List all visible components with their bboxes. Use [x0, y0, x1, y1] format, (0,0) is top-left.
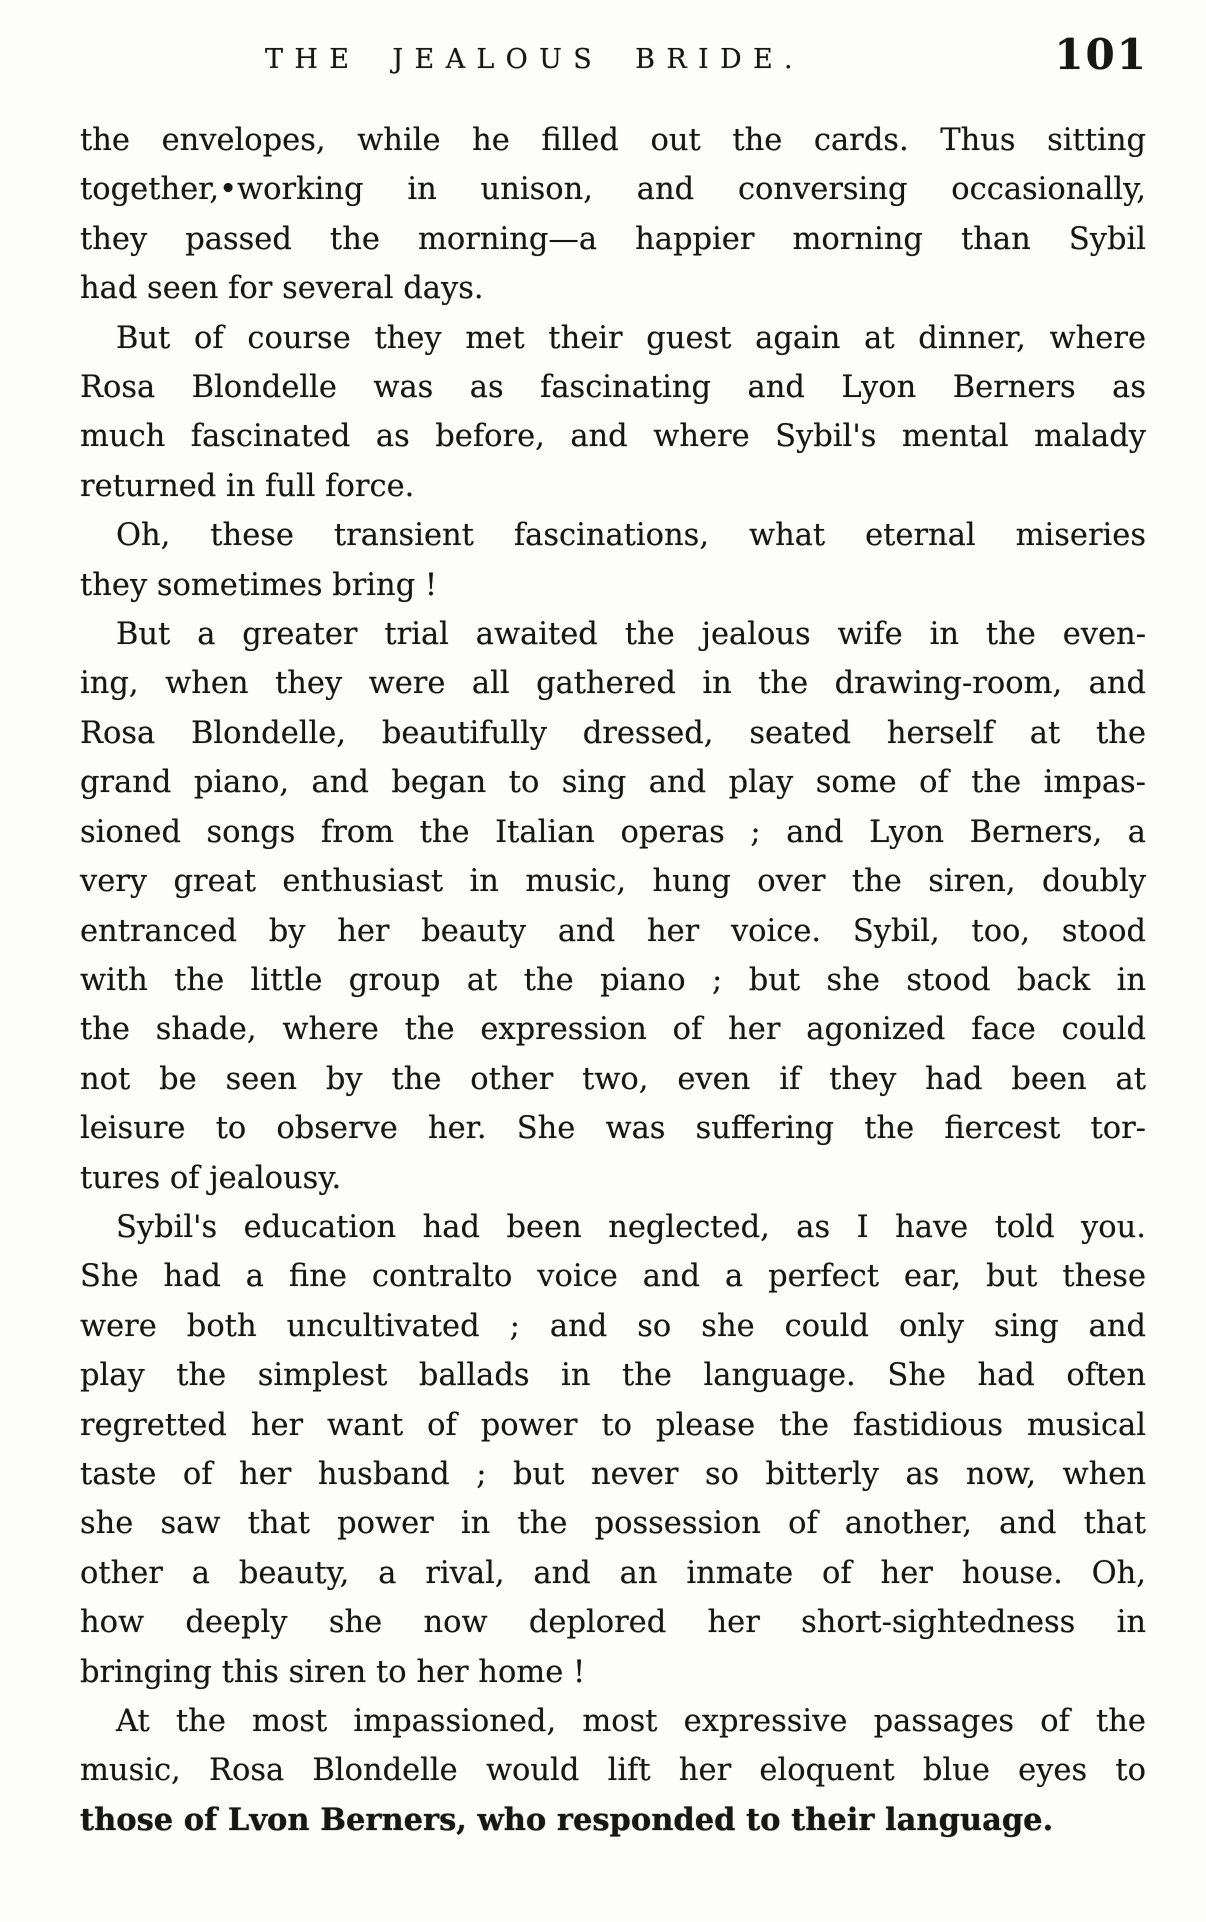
text-line: grand piano, and began to sing and play some of the impas- [80, 765, 1146, 801]
text-line: how deeply she now deplored her short-sightedness in [80, 1605, 1146, 1641]
text-line: music, Rosa Blondelle would lift her eloquent blue eyes to [80, 1753, 1146, 1789]
text-line: much fascinated as before, and where Sybil's mental malady [80, 419, 1146, 455]
text-line: she saw that power in the possession of another, and that [80, 1506, 1146, 1542]
text-line: leisure to observe her. She was suffering the fiercest tor- [80, 1111, 1146, 1147]
text-line: tures of jealousy. [80, 1160, 342, 1196]
text-line: But of course they met their guest again at dinner, where [116, 320, 1146, 356]
text-line: returned in full force. [80, 468, 415, 504]
text-line: the shade, where the expression of her agonized face could [80, 1012, 1146, 1048]
text-line: sioned songs from the Italian operas ; and Lyon Berners, a [80, 814, 1146, 850]
page-body [80, 116, 1146, 1845]
text-line: the envelopes, while he filled out the cards. Thus sitting [80, 123, 1146, 158]
text-line: were both uncultivated ; and so she could only sing and [80, 1308, 1146, 1344]
text-line: had seen for several days. [80, 271, 484, 307]
text-line: those of Lvon Berners, who responded to their language. [80, 1801, 1054, 1838]
text-line: She had a fine contralto voice and a perfect ear, but these [80, 1259, 1146, 1295]
text-line: Oh, these transient fascinations, what eternal miseries [116, 518, 1146, 554]
text-line: not be seen by the other two, even if they had been at [80, 1061, 1146, 1097]
text-line: together,•working in unison, and conversing occasionally, [80, 172, 1146, 208]
text-line: bringing this siren to her home ! [80, 1654, 586, 1690]
text-line: But a greater trial awaited the jealous wife in the even- [116, 617, 1146, 653]
text-line: At the most impassioned, most expressive passages of the [116, 1704, 1146, 1739]
text-line: regretted her want of power to please the fastidious musical [80, 1407, 1146, 1443]
text-line: they sometimes bring ! [80, 567, 438, 603]
text-line: Rosa Blondelle was as fascinating and Lyon Berners as [80, 370, 1146, 406]
page-title: THE JEALOUS BRIDE. [265, 44, 804, 75]
text-line: taste of her husband ; but never so bitterly as now, when [80, 1456, 1146, 1492]
text-line: Rosa Blondelle, beautifully dressed, seated herself at the [80, 715, 1146, 751]
text-line: play the simplest ballads in the language. She had often [80, 1358, 1146, 1394]
text-line: ing, when they were all gathered in the drawing-room, and [80, 666, 1146, 702]
page-number: 101 [1054, 30, 1148, 79]
text-line: other a beauty, a rival, and an inmate of her house. Oh, [80, 1555, 1146, 1591]
text-line: Sybil's education had been neglected, as I have told you. [116, 1209, 1146, 1245]
text-line: they passed the morning—a happier morning than Sybil [80, 221, 1146, 257]
text-line: very great enthusiast in music, hung over the siren, doubly [80, 864, 1146, 900]
text-line: entranced by her beauty and her voice. Sybil, too, stood [80, 913, 1146, 949]
text-line: with the little group at the piano ; but she stood back in [80, 962, 1146, 998]
